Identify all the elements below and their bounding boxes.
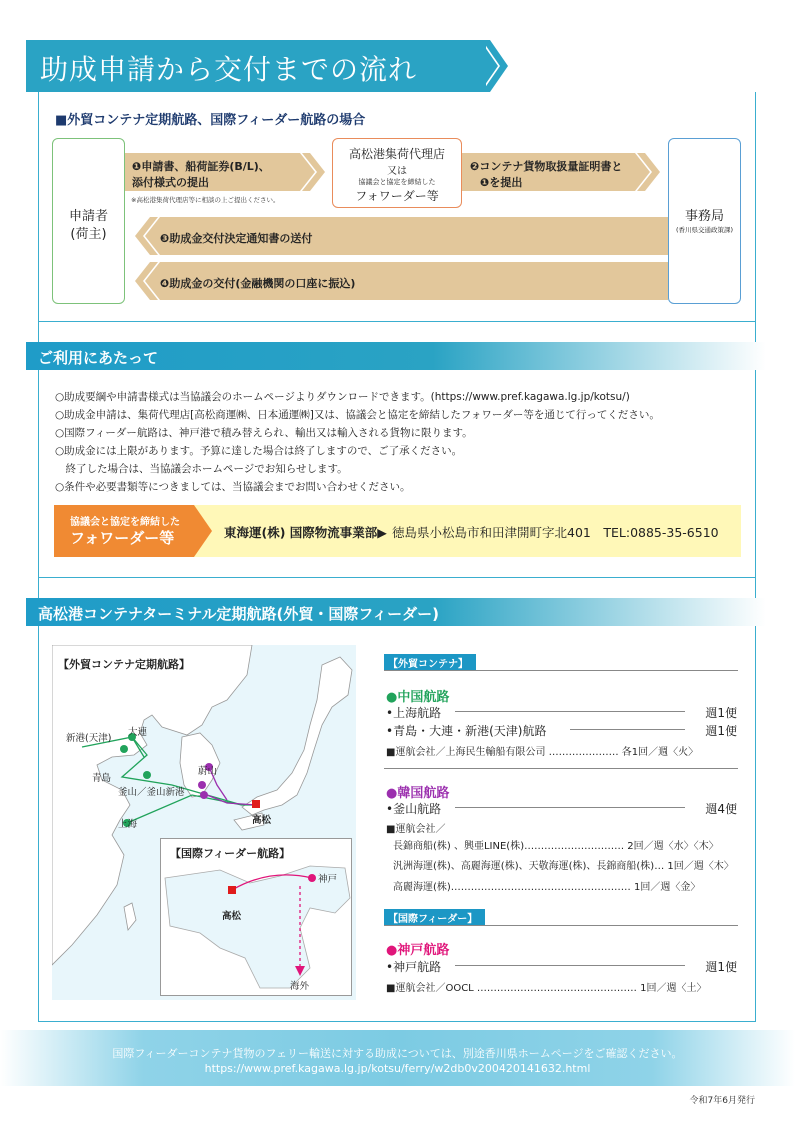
divider bbox=[384, 768, 738, 769]
step2-line1: ❷コンテナ貨物取扱量証明書と bbox=[470, 160, 623, 173]
map-place-qingdao: 青島 bbox=[92, 773, 112, 784]
page-title: 助成申請から交付までの流れ bbox=[40, 53, 418, 86]
china-route-2: •青島・大連・新港(天津)航路 bbox=[386, 724, 547, 738]
forwarder-label-big: フォワーダー等 bbox=[70, 529, 175, 547]
usage-line-1: ○助成要綱や申請書様式は当協議会のホームページよりダウンロードできます。(https://www.pref.kagawa.lg.jp/kotsu/) bbox=[55, 391, 630, 403]
footer-note: 国際フィーダーコンテナ貨物のフェリー輸送に対する助成については、別途香川県ホームページをご確認ください。 bbox=[112, 1047, 683, 1060]
usage-heading: ご利用にあたって bbox=[38, 349, 159, 367]
leader-line bbox=[455, 807, 685, 808]
tag-foreign-container: 【外貿コンテナ】 bbox=[384, 654, 476, 670]
usage-line-6: ○条件や必要書類等につきましては、当協議会までお問い合わせください。 bbox=[55, 481, 411, 493]
office-box bbox=[668, 138, 741, 304]
map-place-dalian: 大連 bbox=[128, 727, 148, 738]
map-place-shanghai: 上海 bbox=[118, 819, 138, 830]
leader-line bbox=[455, 711, 685, 712]
korea-operator-1: 長錦商船(株) 、興亜LINE(株)………………………… 2回／週〈水〉〈木〉 bbox=[393, 841, 719, 852]
divider bbox=[384, 670, 738, 671]
step1-line1: ❶申請書、船荷証券(B/L)、 bbox=[132, 160, 270, 173]
forwarder-company: 東海運(株) 国際物流事業部▶ bbox=[224, 525, 387, 540]
map-place-ulsan: 蔚山 bbox=[198, 766, 218, 777]
agent-label: 高松港集荷代理店 bbox=[348, 147, 445, 161]
applicant-label: 申請者 bbox=[68, 209, 108, 224]
step1-note: ※高松港集荷代理店等に相談の上ご提出ください。 bbox=[131, 196, 280, 204]
map-place-busan: 釜山／釜山新港 bbox=[118, 787, 185, 798]
kobe-freq-1: 週1便 bbox=[705, 960, 737, 974]
china-operator: ■運航会社／上海民生輸船有限公司 ………………… 各1回／週〈火〉 bbox=[386, 747, 699, 758]
usage-line-3: ○国際フィーダー航路は、神戸港で積み替えられ、輸出又は輸入される貨物に限ります。 bbox=[55, 427, 473, 439]
step1-line2: 添付様式の提出 bbox=[132, 176, 209, 189]
china-freq-1: 週1便 bbox=[705, 706, 737, 720]
china-route-1: •上海航路 bbox=[386, 706, 442, 720]
inset-place-kobe: 神戸 bbox=[318, 874, 338, 885]
korea-route-1: •釜山航路 bbox=[386, 802, 442, 816]
inset-place-overseas: 海外 bbox=[290, 981, 310, 992]
china-route-head: ●中国航路 bbox=[386, 690, 450, 705]
flow-heading: ■外貿コンテナ定期航路、国際フィーダー航路の場合 bbox=[55, 113, 366, 128]
kobe-route-1: •神戸航路 bbox=[386, 960, 442, 974]
map-place-tianjin: 新港(天津) bbox=[66, 733, 112, 744]
usage-line-2: ○助成金申請は、集荷代理店[高松商運㈱、日本通運㈱]又は、協議会と協定を締結したフォワーダー等を通じて行ってください。 bbox=[55, 409, 660, 421]
routes-heading: 高松港コンテナターミナル定期航路(外貿・国際フィーダー) bbox=[38, 605, 440, 623]
divider bbox=[384, 925, 738, 926]
agent-forwarder: フォワーダー等 bbox=[355, 189, 439, 203]
footer-url[interactable]: https://www.pref.kagawa.lg.jp/kotsu/ferry/w2db0v200420141632.html bbox=[204, 1062, 591, 1075]
forwarder-label-small: 協議会と協定を締結した bbox=[70, 517, 180, 528]
korea-operator-2: 汎洲海運(株)、高麗海運(株)、天敬海運(株)、長錦商船(株)… 1回／週〈木〉 bbox=[393, 861, 734, 872]
inset-drawing bbox=[160, 838, 352, 996]
china-freq-2: 週1便 bbox=[705, 724, 737, 738]
step4-text: ❹助成金の交付(金融機関の口座に振込) bbox=[160, 277, 356, 290]
map-title: 【外貿コンテナ定期航路】 bbox=[58, 658, 190, 671]
leader-line bbox=[570, 729, 685, 730]
inset-place-takamatsu: 高松 bbox=[222, 911, 242, 922]
applicant-box bbox=[52, 138, 125, 304]
map-place-takamatsu: 高松 bbox=[252, 815, 272, 826]
usage-line-5: 終了した場合は、当協議会ホームページでお知らせします。 bbox=[55, 463, 348, 475]
tag-feeder: 【国際フィーダー】 bbox=[384, 909, 485, 925]
office-sub: (香川県交通政策課) bbox=[675, 226, 734, 234]
kobe-route-head: ●神戸航路 bbox=[386, 943, 450, 958]
agent-note: 協議会と協定を締結した bbox=[358, 178, 436, 186]
korea-operator-head: ■運航会社／ bbox=[386, 824, 446, 835]
usage-line-4: ○助成金には上限があります。予算に達した場合は終了しますので、ご了承ください。 bbox=[55, 445, 463, 457]
kobe-operator: ■運航会社／OOCL ………………………………………… 1回／週〈土〉 bbox=[386, 983, 707, 994]
office-label: 事務局 bbox=[684, 209, 724, 224]
applicant-sub: (荷主) bbox=[70, 227, 107, 242]
step2-line2: ❶を提出 bbox=[480, 176, 523, 189]
forwarder-address: 徳島県小松島市和田津開町字北401 TEL:0885-35-6510 bbox=[392, 525, 719, 540]
issue-date: 令和7年6月発行 bbox=[689, 1096, 755, 1106]
korea-route-head: ●韓国航路 bbox=[386, 786, 450, 801]
korea-operator-3: 高麗海運(株)……………………………………………… 1回／週〈金〉 bbox=[393, 882, 701, 893]
agent-or: 又は bbox=[387, 166, 407, 177]
step3-text: ❸助成金交付決定通知書の送付 bbox=[160, 232, 313, 245]
inset-title: 【国際フィーダー航路】 bbox=[170, 847, 291, 860]
agent-box bbox=[332, 138, 462, 208]
leader-line bbox=[455, 965, 685, 966]
korea-freq-1: 週4便 bbox=[705, 802, 737, 816]
